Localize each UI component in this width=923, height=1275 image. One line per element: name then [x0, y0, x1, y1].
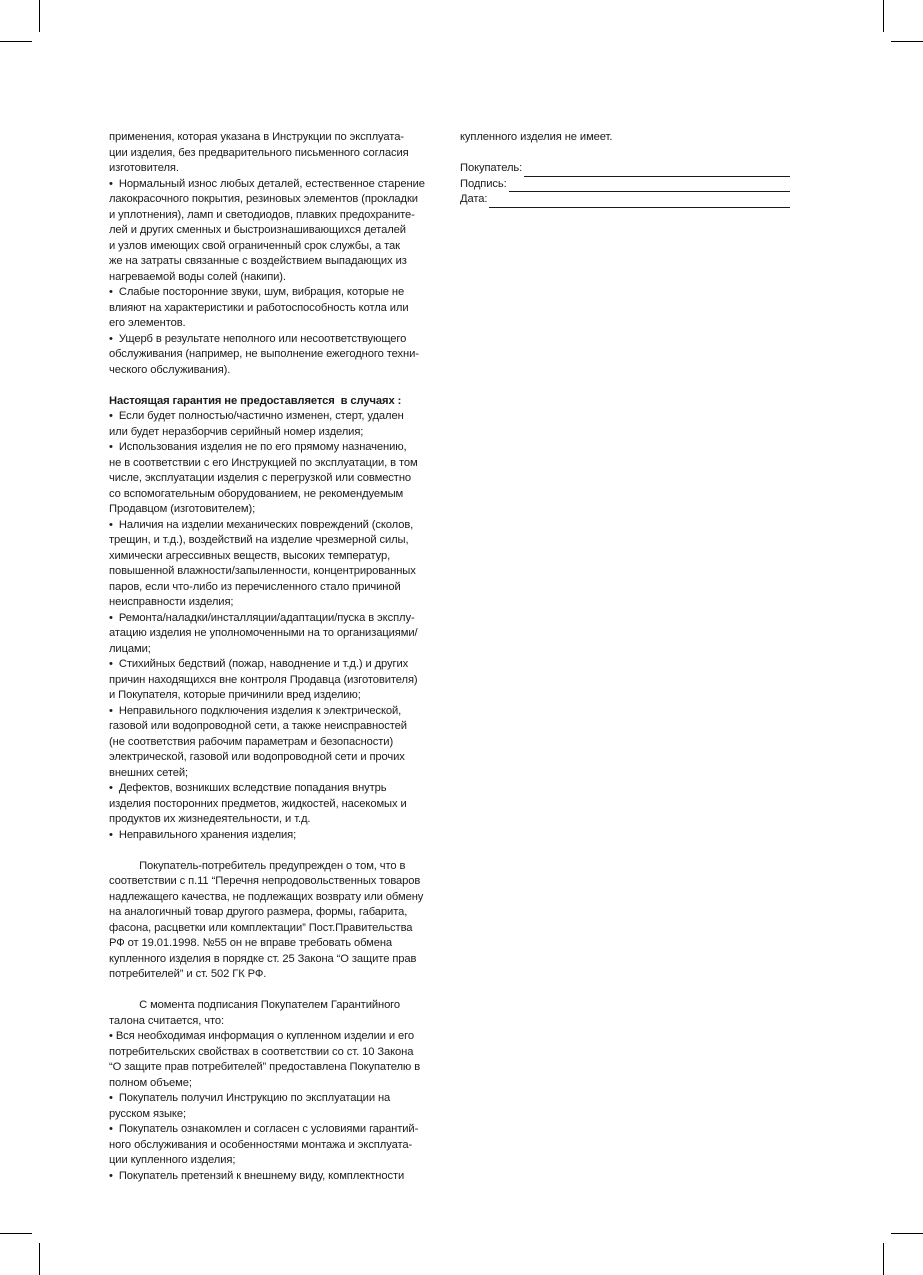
text-line: полном объеме; [109, 1076, 192, 1089]
text-line: Покупатель-потребитель предупрежден о том, что в [109, 859, 406, 872]
text-line: ции купленного изделия; [109, 1154, 236, 1166]
signature-fill-line [509, 180, 790, 192]
text-line: неисправности изделия; [109, 596, 234, 608]
text-line: С момента подписания Покупателем Гарантийного [109, 999, 401, 1011]
text-line: РФ от 19.01.1998. №55 он не вправе требовать обмена [109, 937, 393, 949]
text-line: трещин, и т.д.), воздействий на изделие чрезмерной силы, [109, 534, 409, 546]
text-line: на аналогичный товар другого размера, формы, габарита, [109, 906, 408, 918]
text-line: паров, если что-либо из перечисленного стало причиной [109, 580, 401, 593]
text-line: • Использования изделия не по его прямому назначению, [109, 441, 407, 453]
text-line: не в соответствии с его Инструкцией по эксплуатации, в том [109, 456, 418, 469]
text-line: ческого обслуживания). [109, 363, 231, 376]
text-line: лицами; [109, 642, 151, 655]
text-line: влияют на характеристики и работоспособность котла или [109, 301, 409, 314]
text-line: • Дефектов, возникших вследствие попадания внутрь [109, 782, 387, 794]
text-line: нагреваемой воды солей (накипи). [109, 270, 286, 283]
text-line: • Нормальный износ любых деталей, естественное старение [109, 177, 425, 190]
crop-mark-bottom-right-v [883, 1243, 884, 1275]
crop-mark-bottom-right-h [891, 1233, 923, 1234]
text-line: потребительских свойствах в соответствии со ст. 10 Закона [109, 1045, 414, 1058]
paragraph-gap [109, 843, 444, 859]
text-line: причин находящихся вне контроля Продавца (изготовителя) [109, 673, 418, 686]
text-line: • Стихийных бедствий (пожар, наводнение и т.д.) и других [109, 658, 409, 670]
text-line: продуктов их жизнедеятельности, и т.д. [109, 813, 311, 825]
text-line: надлежащего качества, не подлежащих возврату или обмену [109, 890, 424, 903]
signature-block [460, 161, 790, 208]
text-line: фасона, расцветки или комплектации” Пост.Правительства [109, 921, 413, 934]
text-line: потребителей” и ст. 502 ГК РФ. [109, 968, 267, 980]
text-line: купленного изделия в порядке ст. 25 Закона “О защите прав [109, 952, 417, 965]
date-label: Дата: [460, 193, 488, 205]
warranty-text-left-column [109, 130, 444, 1184]
text-line: талона считается, что: [109, 1014, 225, 1027]
text-line: • Слабые посторонние звуки, шум, вибрация, которые не [109, 286, 405, 298]
text-line: ного обслуживания и особенностями монтажа и эксплуата- [109, 1138, 413, 1151]
buyer-fill-line [524, 165, 790, 177]
text-line: лакокрасочного покрытия, резиновых элементов (прокладки [109, 193, 418, 205]
text-line: или будет неразборчив серийный номер изделия; [109, 425, 364, 438]
signature-row-sign [460, 177, 790, 193]
text-line: • Вся необходимая информация о купленном изделии и его [109, 1030, 415, 1042]
text-line: лей и других сменных и быстроизнашивающихся деталей [109, 224, 406, 236]
text-line: • Неправильного подключения изделия к электрической, [109, 704, 402, 717]
crop-mark-bottom-left-v [39, 1243, 40, 1275]
signature-row-buyer [460, 161, 790, 177]
text-line: • Ущерб в результате неполного или несоответствующего [109, 332, 407, 345]
text-line: ции изделия, без предварительного письменного согласия [109, 146, 409, 159]
signature-label: Подпись: [460, 177, 507, 190]
text-line: соответствии с п.11 “Перечня непродовольственных товаров [109, 875, 421, 887]
date-fill-line [489, 196, 790, 208]
text-line: же на затраты связанные с воздействием выпадающих из [109, 255, 407, 267]
text-line: обслуживания (например, не выполнение ежегодного техни- [109, 348, 419, 360]
text-line: применения, которая указана в Инструкции по эксплуата- [109, 131, 404, 143]
text-line: • Неправильного хранения изделия; [109, 828, 297, 841]
text-line: химически агрессивных веществ, высоких температур, [109, 549, 391, 562]
text-line: электрической, газовой или водопроводной сети и прочих [109, 751, 405, 763]
text-line: и Покупателя, которые причинили вред изделию; [109, 689, 361, 701]
text-line: • Наличия на изделии механических повреждений (сколов, [109, 518, 414, 531]
text-line: • Покупатель ознакомлен и согласен с условиями гарантий- [109, 1123, 419, 1135]
crop-mark-top-left-v [39, 0, 40, 32]
text-line: повышенной влажности/запыленности, концентрированных [109, 565, 416, 577]
text-line: атацию изделия не уполномоченными на то организациями/ [109, 627, 418, 639]
text-line: Продавцом (изготовителем); [109, 503, 256, 515]
section-heading: Настоящая гарантия не предоставляется в случаях : [109, 394, 402, 407]
text-line: числе, эксплуатации изделия с перегрузкой или совместно [109, 472, 412, 484]
text-line: • Покупатель претензий к внешнему виду, комплектности [109, 1169, 405, 1182]
text-line: • Ремонта/наладки/инсталляции/адаптации/пуска в эксплу- [109, 611, 415, 624]
text-line: со вспомогательным оборудованием, не рекомендуемым [109, 487, 404, 500]
crop-mark-bottom-left-h [0, 1233, 32, 1234]
crop-mark-top-right-v [883, 0, 884, 32]
text-line: внешних сетей; [109, 766, 189, 779]
signature-row-date [460, 192, 790, 208]
text-line: и уплотнения), ламп и светодиодов, плавких предохраните- [109, 208, 415, 221]
text-line: и узлов имеющих свой ограниченный срок службы, а так [109, 239, 400, 252]
text-line: (не соответствия рабочим параметрам и безопасности) [109, 735, 394, 748]
continuation-line: купленного изделия не имеет. [460, 131, 613, 143]
text-line: • Покупатель получил Инструкцию по эксплуатации на [109, 1092, 391, 1104]
crop-mark-top-right-h [891, 41, 923, 42]
text-line: газовой или водопроводной сети, а также неисправностей [109, 720, 407, 732]
crop-mark-top-left-h [0, 41, 32, 42]
text-line: изготовителя. [109, 162, 179, 174]
text-line: русском языке; [109, 1107, 186, 1120]
text-line: изделия посторонних предметов, жидкостей, насекомых и [109, 797, 407, 810]
text-line: его элементов. [109, 317, 186, 329]
warranty-text-right-column [460, 130, 795, 208]
text-line: • Если будет полностью/частично изменен, стерт, удален [109, 410, 404, 422]
buyer-label: Покупатель: [460, 162, 523, 174]
text-line: “О защите прав потребителей” предоставлена Покупателю в [109, 1061, 421, 1073]
paragraph-gap [109, 378, 444, 394]
paragraph-gap [109, 983, 444, 999]
